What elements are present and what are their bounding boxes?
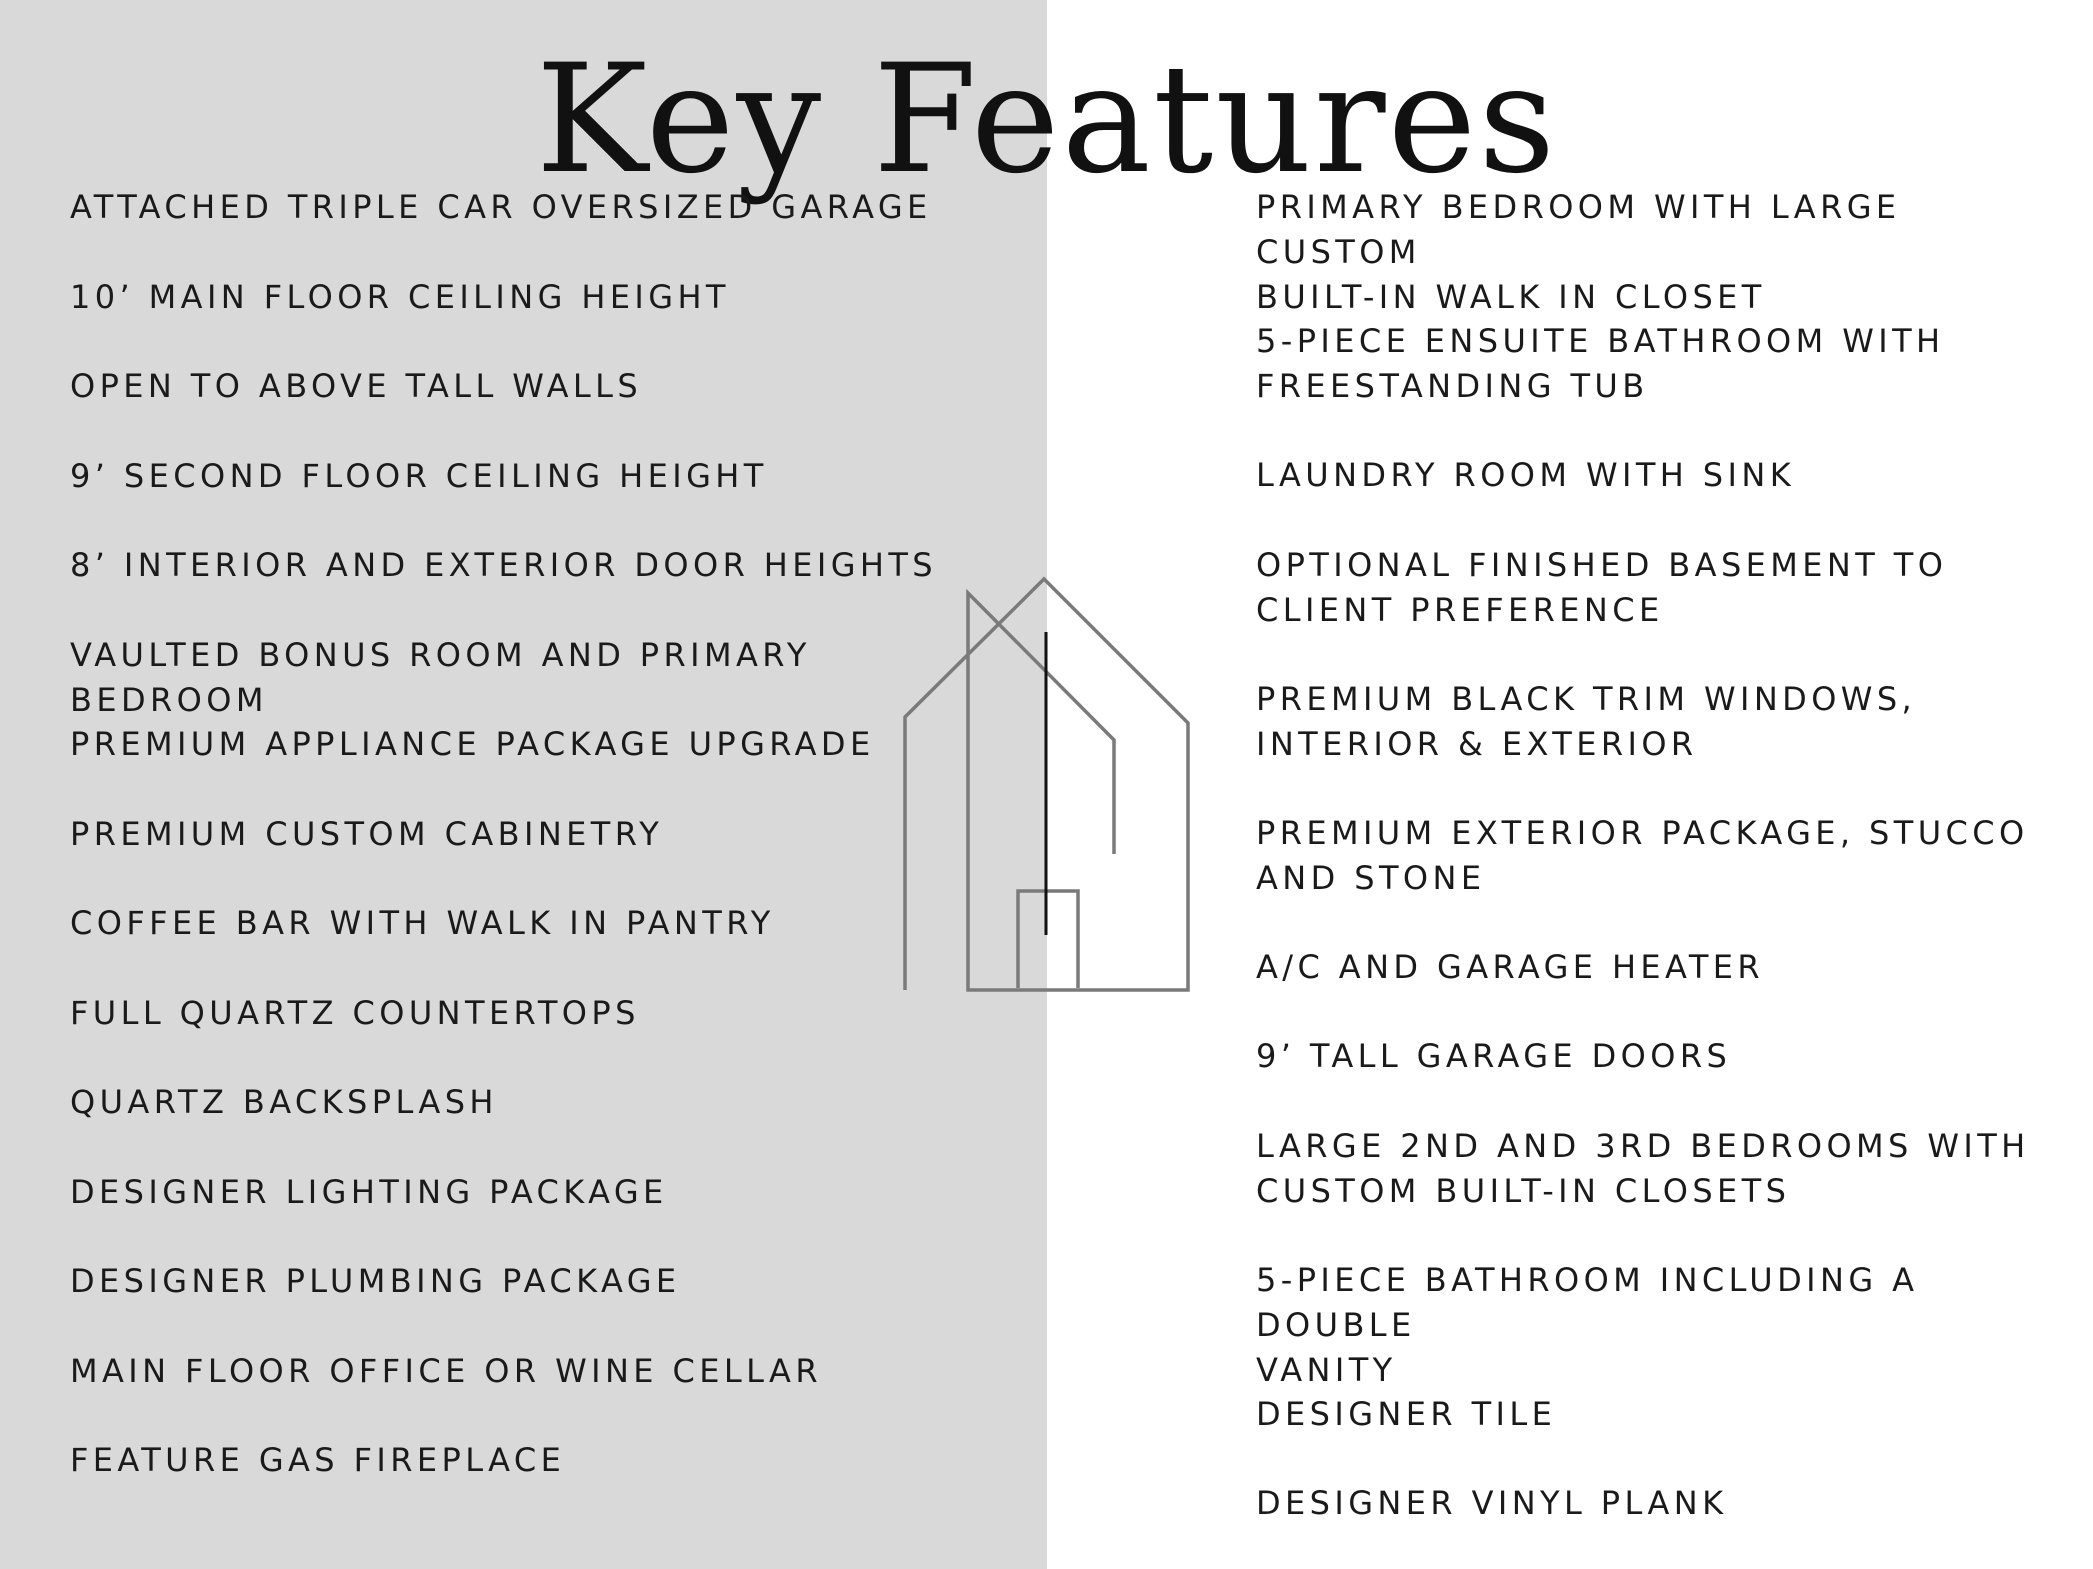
- feature-item: COFFEE BAR WITH WALK IN PANTRY: [70, 904, 775, 942]
- feature-item: PREMIUM CUSTOM CABINETRY: [70, 814, 664, 853]
- feature-item: PREMIUM BLACK TRIM WINDOWS, INTERIOR & EXTERIOR: [1256, 679, 1917, 763]
- page-title: Key Features: [535, 33, 1558, 207]
- feature-item: OPEN TO ABOVE TALL WALLS: [70, 367, 643, 405]
- feature-item: DESIGNER PLUMBING PACKAGE: [70, 1262, 681, 1300]
- feature-item: LARGE 2ND AND 3RD BEDROOMS WITH CUSTOM BUILT-IN CLOSETS: [1256, 1126, 2030, 1210]
- feature-item: QUARTZ BACKSPLASH: [70, 1083, 498, 1121]
- feature-item: ATTACHED TRIPLE CAR OVERSIZED GARAGE: [70, 188, 932, 226]
- feature-item: DESIGNER TILE: [1256, 1394, 1557, 1433]
- feature-item: PREMIUM EXTERIOR PACKAGE, STUCCO AND STONE: [1256, 813, 2029, 897]
- feature-item: MAIN FLOOR OFFICE OR WINE CELLAR: [70, 1351, 822, 1390]
- feature-item: A/C AND GARAGE HEATER: [1256, 947, 1765, 986]
- feature-item: FULL QUARTZ COUNTERTOPS: [70, 993, 640, 1032]
- feature-item: 9’ TALL GARAGE DOORS: [1256, 1037, 1732, 1075]
- feature-item: DESIGNER VINYL PLANK: [1256, 1484, 1728, 1522]
- feature-item: 10’ MAIN FLOOR CEILING HEIGHT: [70, 277, 730, 316]
- feature-item: 5-PIECE ENSUITE BATHROOM WITH FREESTANDING TUB: [1256, 322, 1945, 405]
- house-outline-icon: [900, 575, 1200, 995]
- feature-item: PRIMARY BEDROOM WITH LARGE CUSTOM BUILT-IN WALK IN CLOSET: [1256, 188, 1901, 316]
- feature-item: DESIGNER LIGHTING PACKAGE: [70, 1172, 668, 1211]
- feature-item: 9’ SECOND FLOOR CEILING HEIGHT: [70, 456, 768, 495]
- feature-item: LAUNDRY ROOM WITH SINK: [1256, 456, 1796, 494]
- feature-item: 5-PIECE BATHROOM INCLUDING A DOUBLE VANITY: [1256, 1260, 1919, 1389]
- feature-item: FEATURE GAS FIREPLACE: [70, 1441, 566, 1479]
- feature-item: OPTIONAL FINISHED BASEMENT TO CLIENT PREFERENCE: [1256, 545, 1948, 629]
- feature-item: VAULTED BONUS ROOM AND PRIMARY BEDROOM: [70, 635, 811, 719]
- feature-item: PREMIUM APPLIANCE PACKAGE UPGRADE: [70, 725, 875, 763]
- feature-item: 8’ INTERIOR AND EXTERIOR DOOR HEIGHTS: [70, 546, 938, 584]
